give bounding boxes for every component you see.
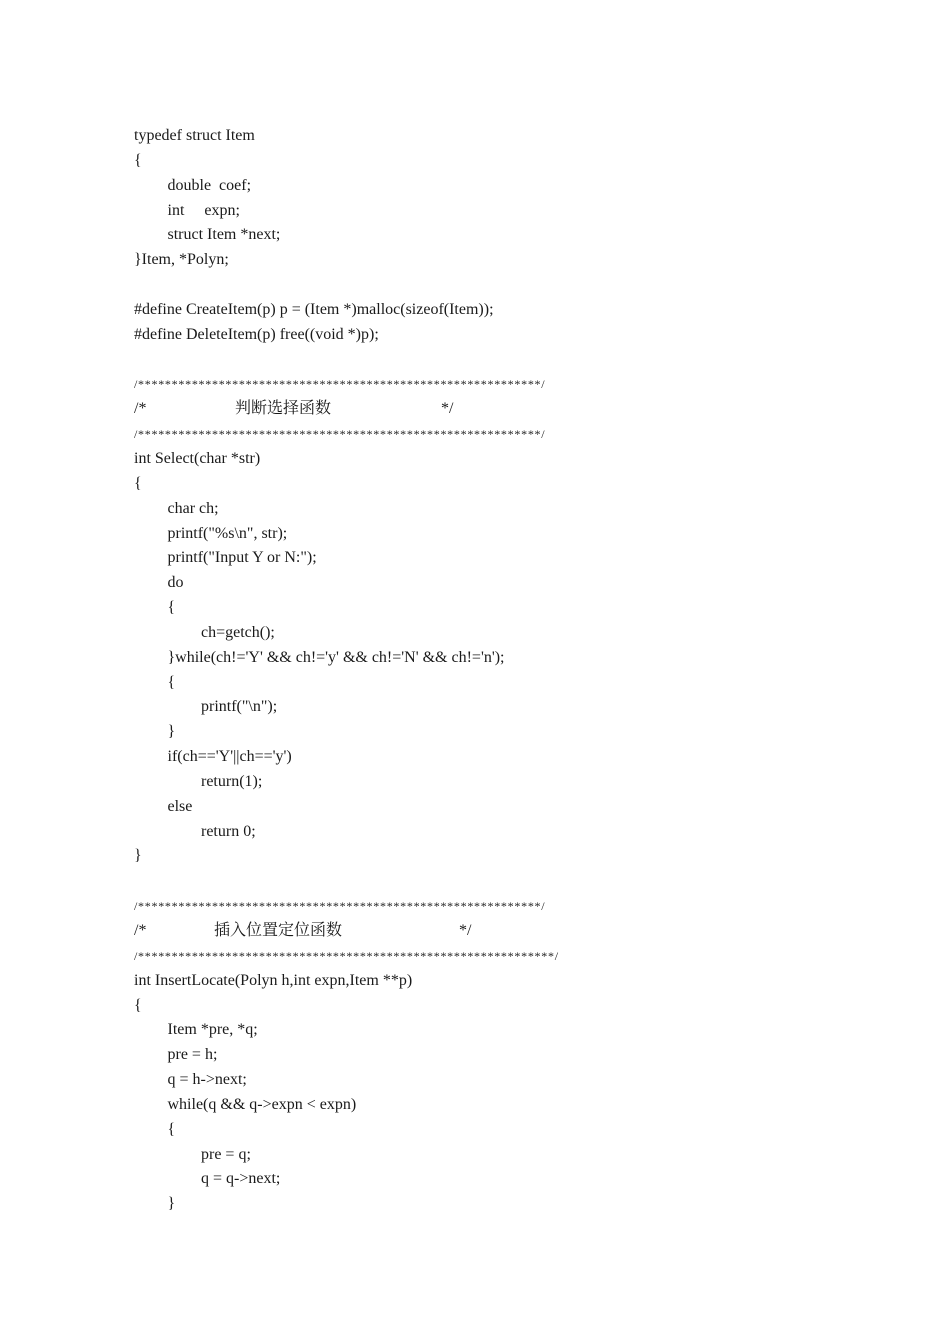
code-line: { — [167, 599, 176, 617]
comment-close: */ — [459, 922, 472, 939]
comment-heading — [134, 397, 834, 422]
code-line: }Item, *Polyn; — [134, 251, 229, 269]
code-line: { — [134, 151, 142, 169]
code-line: pre = q; — [201, 1145, 251, 1163]
code-line: char ch; — [167, 499, 219, 517]
code-line: } — [167, 1195, 176, 1213]
comment-border: /************************************************************/ — [134, 899, 546, 914]
code-line: typedef struct Item — [134, 127, 255, 144]
code-line: } — [167, 723, 176, 741]
code-listing — [134, 124, 834, 1217]
code-line: return(1); — [201, 772, 263, 790]
code-line: printf("\n"); — [201, 698, 278, 716]
code-line: } — [134, 847, 142, 865]
code-line: if(ch=='Y'||ch=='y') — [167, 748, 292, 766]
code-line: printf("Input Y or N:"); — [167, 549, 317, 567]
comment-heading — [134, 919, 834, 944]
code-line: printf("%s\n", str); — [167, 524, 288, 542]
code-line: int expn; — [167, 201, 240, 219]
code-line: Item *pre, *q; — [167, 1021, 258, 1039]
comment-title: 判断选择函数 — [235, 400, 332, 418]
comment-title: 插入位置定位函数 — [214, 922, 343, 939]
comment-open: /* — [134, 400, 147, 418]
code-line: q = q->next; — [201, 1170, 281, 1188]
code-line: else — [167, 797, 193, 815]
code-line: { — [134, 474, 142, 492]
code-line: int InsertLocate(Polyn h,int expn,Item **p) — [134, 971, 413, 989]
code-line: #define CreateItem(p) p = (Item *)malloc(sizeof(Item)); — [134, 300, 494, 318]
code-line — [134, 348, 834, 373]
code-line: }while(ch!='Y' && ch!='y' && ch!='N' && ch!='n'); — [167, 648, 505, 666]
comment-open: /* — [134, 922, 147, 939]
code-line: return 0; — [201, 822, 256, 840]
code-line: pre = h; — [167, 1046, 218, 1064]
code-line: double coef; — [167, 176, 252, 194]
code-line: while(q && q->expn < expn) — [167, 1095, 357, 1113]
code-line: #define DeleteItem(p) free((void *)p); — [134, 325, 379, 343]
code-line — [134, 869, 834, 894]
code-line: struct Item *next; — [167, 226, 281, 244]
code-line: do — [167, 574, 184, 592]
comment-border: /**************************************************************/ — [134, 948, 559, 963]
code-line: ch=getch(); — [201, 623, 275, 641]
code-line: { — [134, 996, 142, 1014]
code-line: { — [167, 1120, 176, 1138]
comment-border: /************************************************************/ — [134, 427, 546, 442]
code-line: int Select(char *str) — [134, 449, 261, 467]
comment-border: /************************************************************/ — [134, 377, 546, 392]
comment-close: */ — [441, 400, 454, 418]
code-line: q = h->next; — [167, 1071, 247, 1089]
code-line: { — [167, 673, 176, 691]
code-line — [134, 273, 834, 298]
